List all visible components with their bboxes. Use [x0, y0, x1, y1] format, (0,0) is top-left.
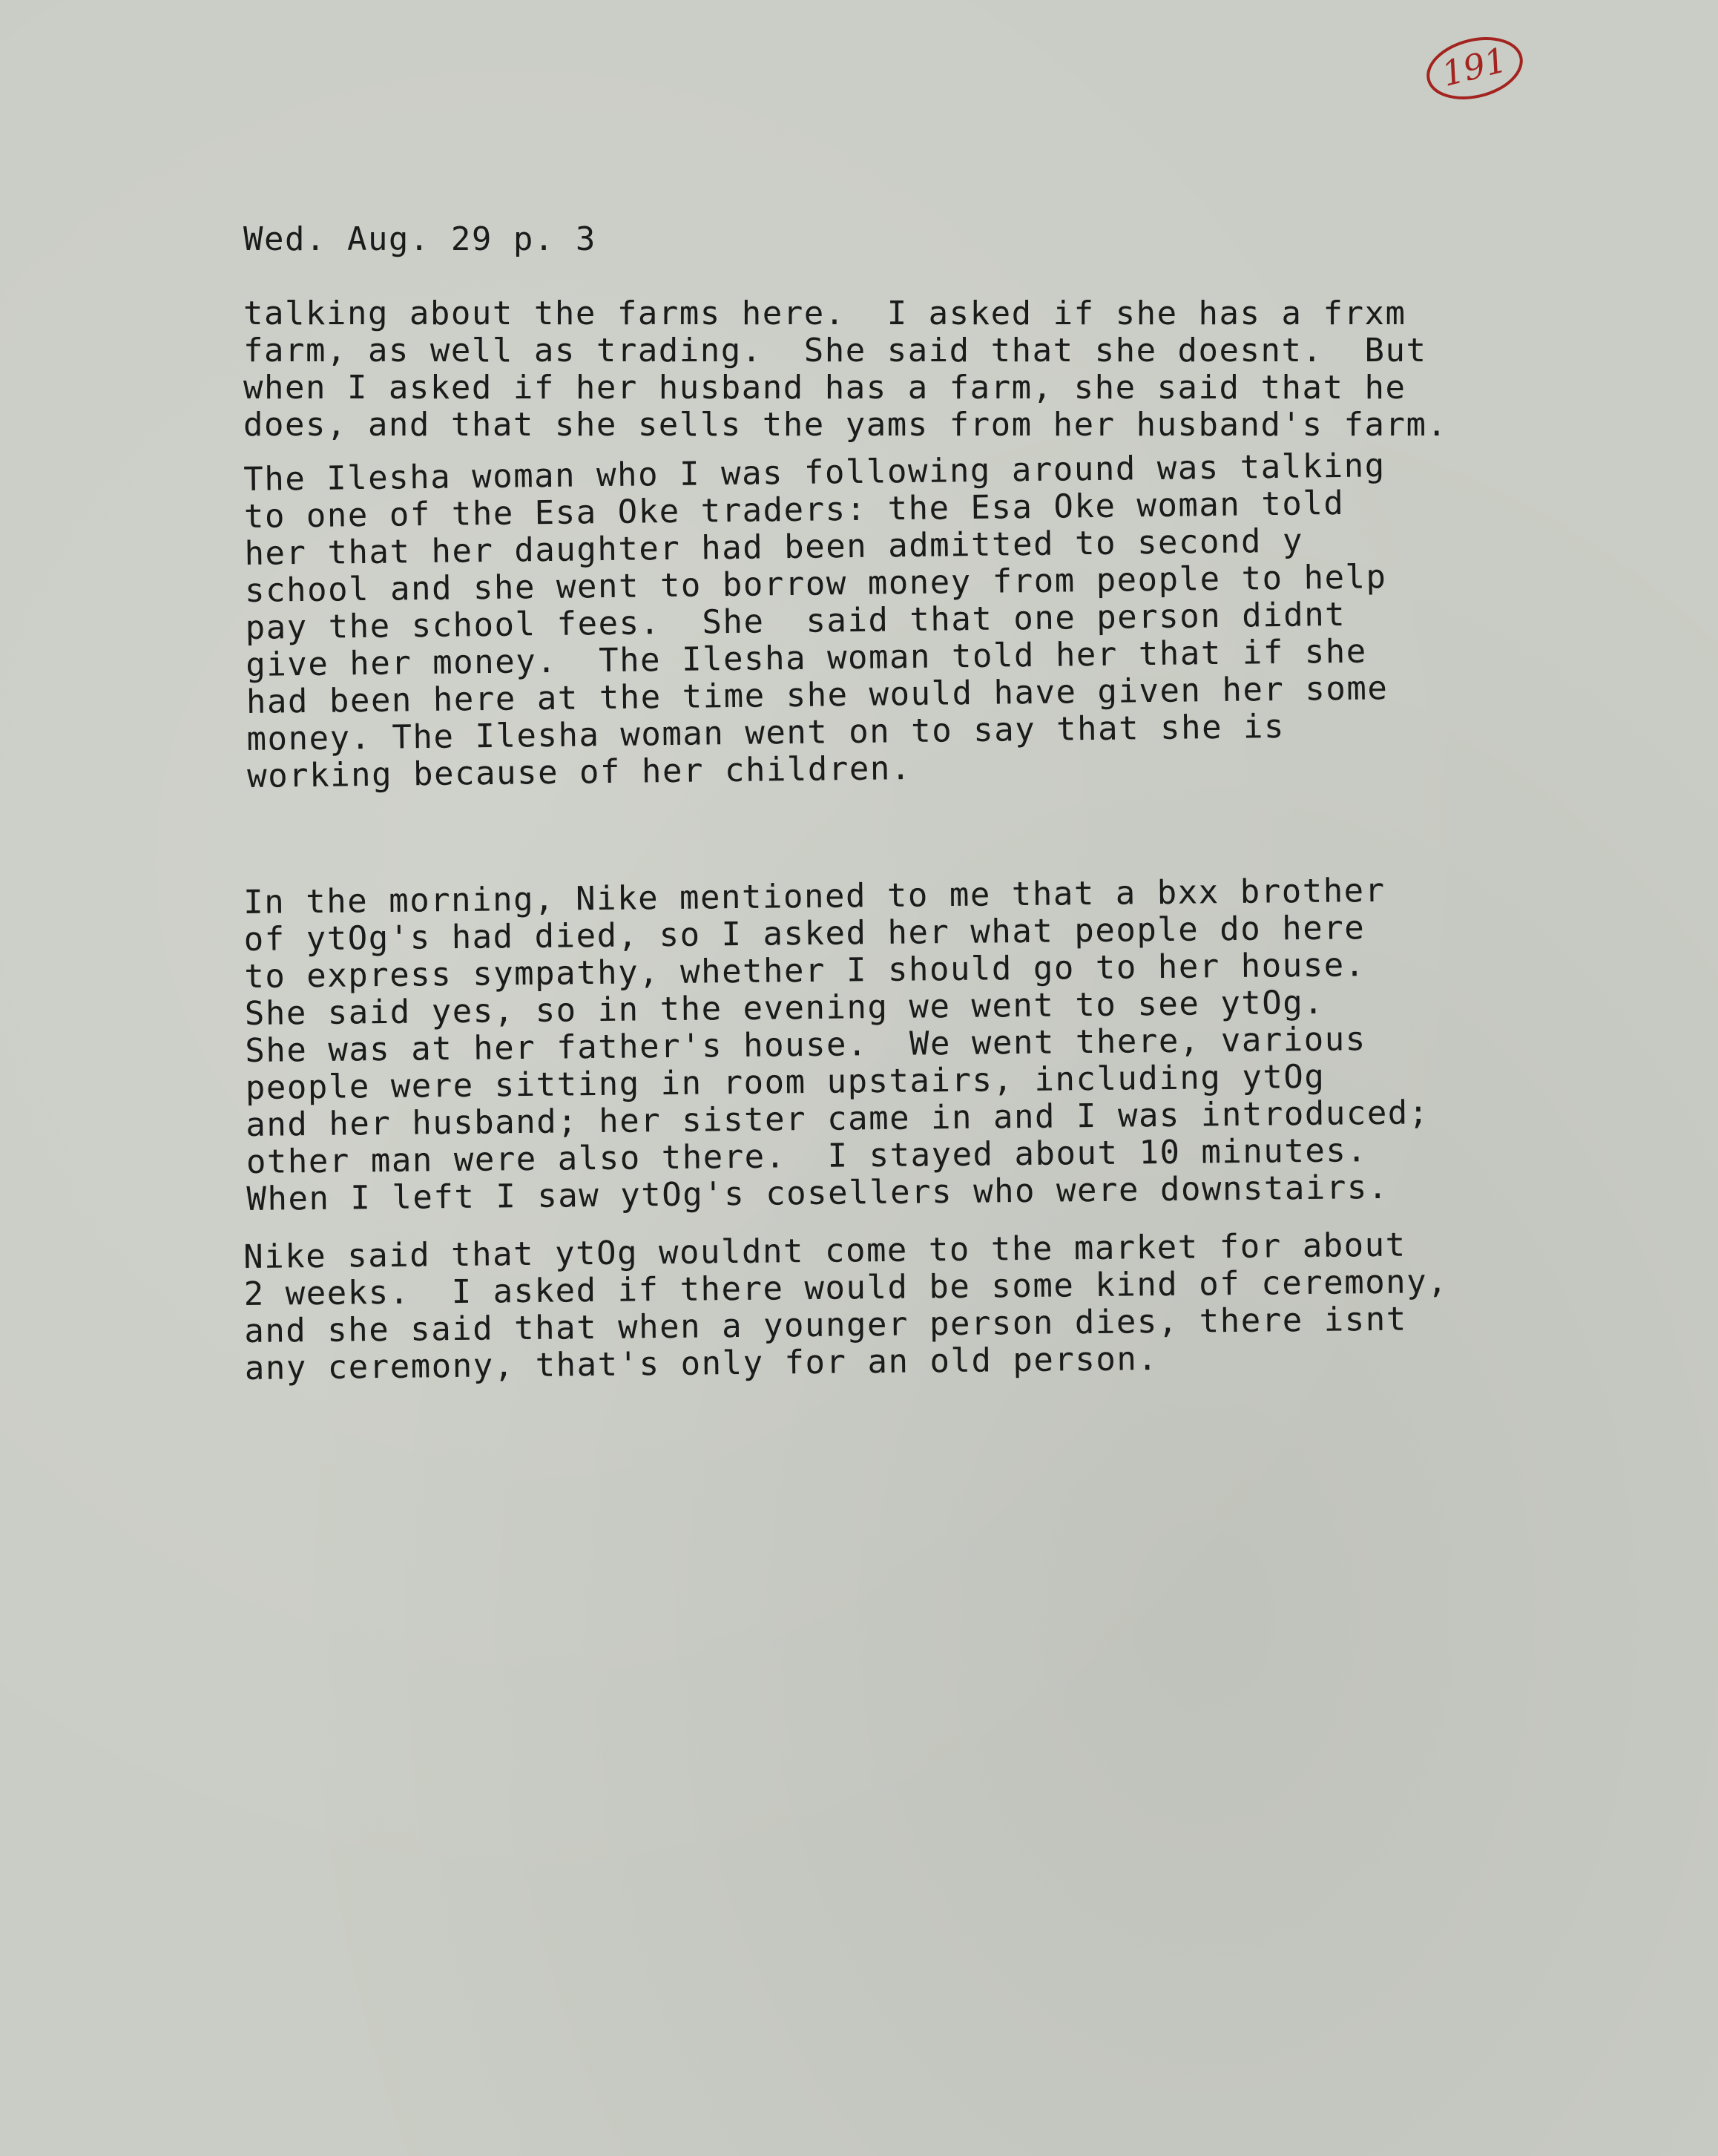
- text-line: and her husband; her sister came in and I was introduced;: [246, 1094, 1430, 1144]
- text-line: to one of the Esa Oke traders: the Esa Oke woman told: [243, 484, 1345, 536]
- text-line: farm, as well as trading. She said that she doesnt. But: [243, 332, 1427, 369]
- text-line: other man were also there. I stayed about 10 minutes.: [246, 1131, 1368, 1181]
- text-line: when I asked if her husband has a farm, she said that he: [243, 369, 1406, 407]
- text-line: school and she went to borrow money from people to help: [244, 558, 1387, 610]
- text-line: her that her daughter had been admitted to second y: [244, 522, 1304, 573]
- text-line: and she said that when a younger person dies, there isnt: [244, 1300, 1407, 1350]
- text-line: She said yes, so in the evening we went to see ytOg.: [244, 983, 1325, 1033]
- text-line: working because of her children.: [246, 749, 912, 795]
- text-line: In the morning, Nike mentioned to me that a bxx brother: [243, 871, 1386, 921]
- circled-page-number: [1423, 31, 1527, 102]
- page-heading: Wed. Aug. 29 p. 3: [243, 220, 596, 258]
- text-line: people were sitting in room upstairs, including ytOg: [245, 1057, 1326, 1107]
- text-line: any ceremony, that's only for an old person.: [244, 1340, 1159, 1387]
- text-line: talking about the farms here. I asked if she has a frxm: [243, 295, 1406, 332]
- paragraph-3: [243, 872, 1430, 1218]
- text-line: to express sympathy, whether I should go to her house.: [244, 946, 1366, 996]
- text-line: Nike said that ytOg wouldnt come to the market for about: [243, 1226, 1406, 1276]
- text-line: money. The Ilesha woman went on to say that she is: [246, 707, 1286, 758]
- text-line: pay the school fees. She said that one person didnt: [245, 595, 1346, 647]
- text-line: had been here at the time she would have given her some: [246, 669, 1389, 721]
- text-line: She was at her father's house. We went there, various: [245, 1020, 1367, 1070]
- text-line: 2 weeks. I asked if there would be some kind of ceremony,: [243, 1262, 1449, 1313]
- page-number-text: 191: [1438, 39, 1511, 94]
- text-line: does, and that she sells the yams from her husband's farm.: [243, 406, 1448, 444]
- paragraph-2: [243, 447, 1389, 795]
- paragraph-1: [243, 295, 1447, 444]
- text-line: of ytOg's had died, so I asked her what people do here: [243, 909, 1366, 959]
- page-number-stamp: [1423, 31, 1527, 102]
- text-line: When I left I saw ytOg's cosellers who were downstairs.: [246, 1168, 1389, 1218]
- text-line: The Ilesha woman who I was following around was talking: [243, 447, 1386, 499]
- text-line: give her money. The Ilesha woman told her that if she: [246, 632, 1368, 684]
- paragraph-4: [243, 1226, 1449, 1387]
